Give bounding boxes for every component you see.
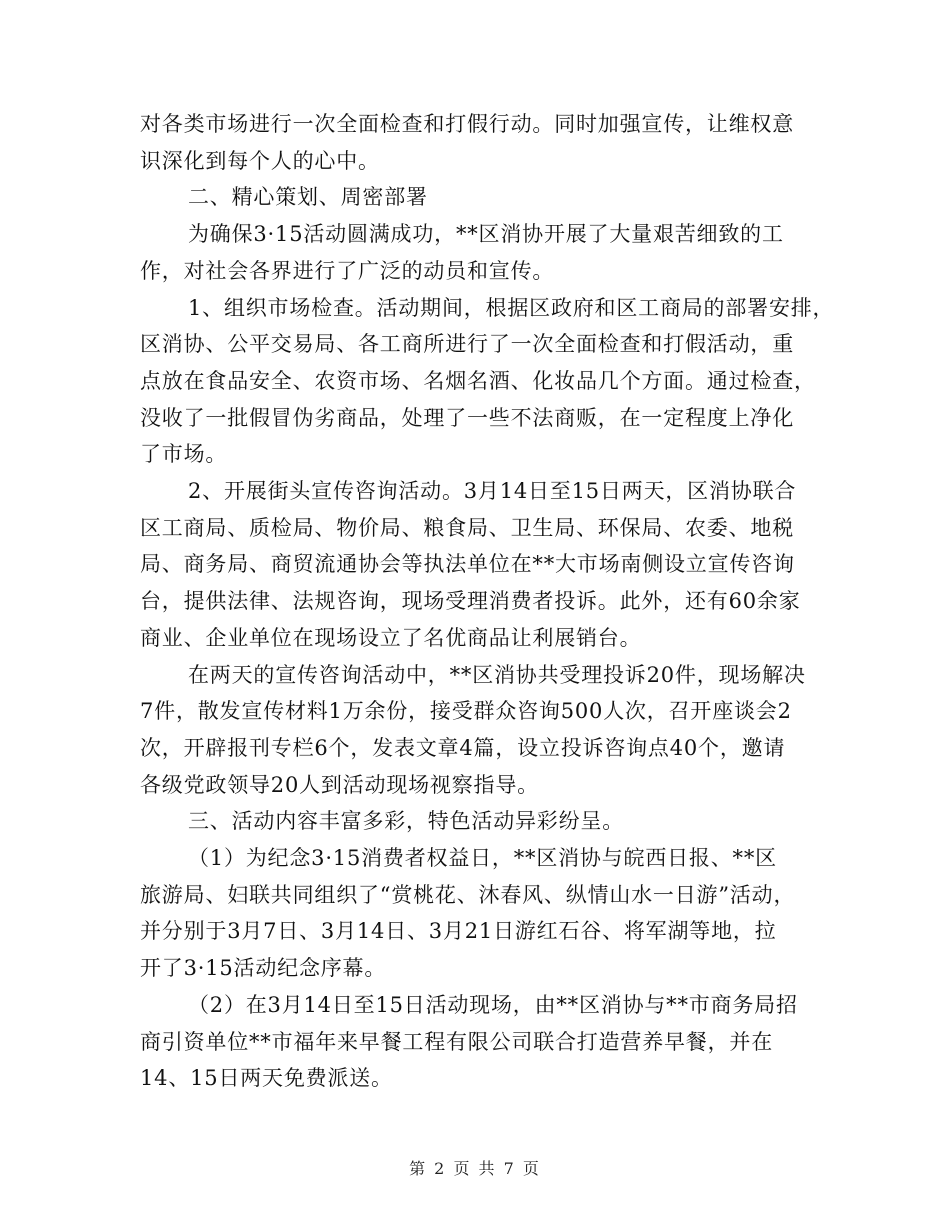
text-line: 在两天的宣传咨询活动中，**区消协共受理投诉20件，现场解决 [188, 662, 806, 687]
text-line: 为确保3·15活动圆满成功，**区消协开展了大量艰苦细致的工 [188, 222, 784, 247]
text-line: 7件，散发宣传材料1万余份，接受群众咨询500人次，召开座谈会2 [140, 699, 792, 724]
text-line: 对各类市场进行一次全面检查和打假行动。同时加强宣传，让维权意 [140, 112, 794, 136]
text-line: 并分别于3月7日、3月14日、3月21日游红石谷、将军湖等地，拉 [140, 919, 777, 944]
text-line: 台，提供法律、法规咨询，现场受理消费者投诉。此外，还有60余家 [140, 589, 801, 614]
text-line: 没收了一批假冒伪劣商品，处理了一些不法商贩，在一定程度上净化 [140, 405, 794, 430]
text-line: 区消协、公平交易局、各工商所进行了一次全面检查和打假活动，重 [140, 332, 794, 357]
text-line: 识深化到每个人的心中。 [140, 148, 380, 173]
text-line: （1）为纪念3·15消费者权益日，**区消协与皖西日报、**区 [188, 846, 777, 871]
text-line: 14、15日两天免费派送。 [140, 1066, 393, 1091]
text-line: 作，对社会各界进行了广泛的动员和宣传。 [140, 258, 555, 283]
text-line: 了市场。 [140, 442, 228, 467]
document-body [140, 106, 835, 1097]
text-line: 2、开展街头宣传咨询活动。3月14日至15日两天，区消协联合 [188, 479, 797, 504]
text-line: 1、组织市场检查。活动期间，根据区政府和区工商局的部署安排， [188, 295, 835, 320]
text-line: 局、商务局、商贸流通协会等执法单位在**大市场南侧设立宣传咨询 [140, 552, 795, 577]
text-line: 商业、企业单位在现场设立了名优商品让利展销台。 [140, 625, 642, 650]
text-line: 区工商局、质检局、物价局、粮食局、卫生局、环保局、农委、地税 [140, 515, 794, 540]
text-line: 商引资单位**市福年来早餐工程有限公司联合打造营养早餐，并在 [140, 1029, 773, 1054]
page-number-footer: 第 2 页 共 7 页 [409, 1159, 541, 1178]
section-heading: 三、活动内容丰富多彩，特色活动异彩纷呈。 [188, 809, 624, 834]
text-line: 旅游局、妇联共同组织了“赏桃花、沐春风、纵情山水一日游”活动， [140, 882, 796, 907]
text-line: 点放在食品安全、农资市场、名烟名酒、化妆品几个方面。通过检查， [140, 368, 816, 393]
text-line: 各级党政领导20人到活动现场视察指导。 [140, 772, 539, 797]
text-line: 次，开辟报刊专栏6个，发表文章4篇，设立投诉咨询点40个，邀请 [140, 735, 786, 760]
text-line: （2）在3月14日至15日活动现场，由**区消协与**市商务局招 [188, 992, 798, 1017]
text-line: 开了3·15活动纪念序幕。 [140, 956, 387, 981]
section-heading: 二、精心策划、周密部署 [188, 185, 428, 210]
